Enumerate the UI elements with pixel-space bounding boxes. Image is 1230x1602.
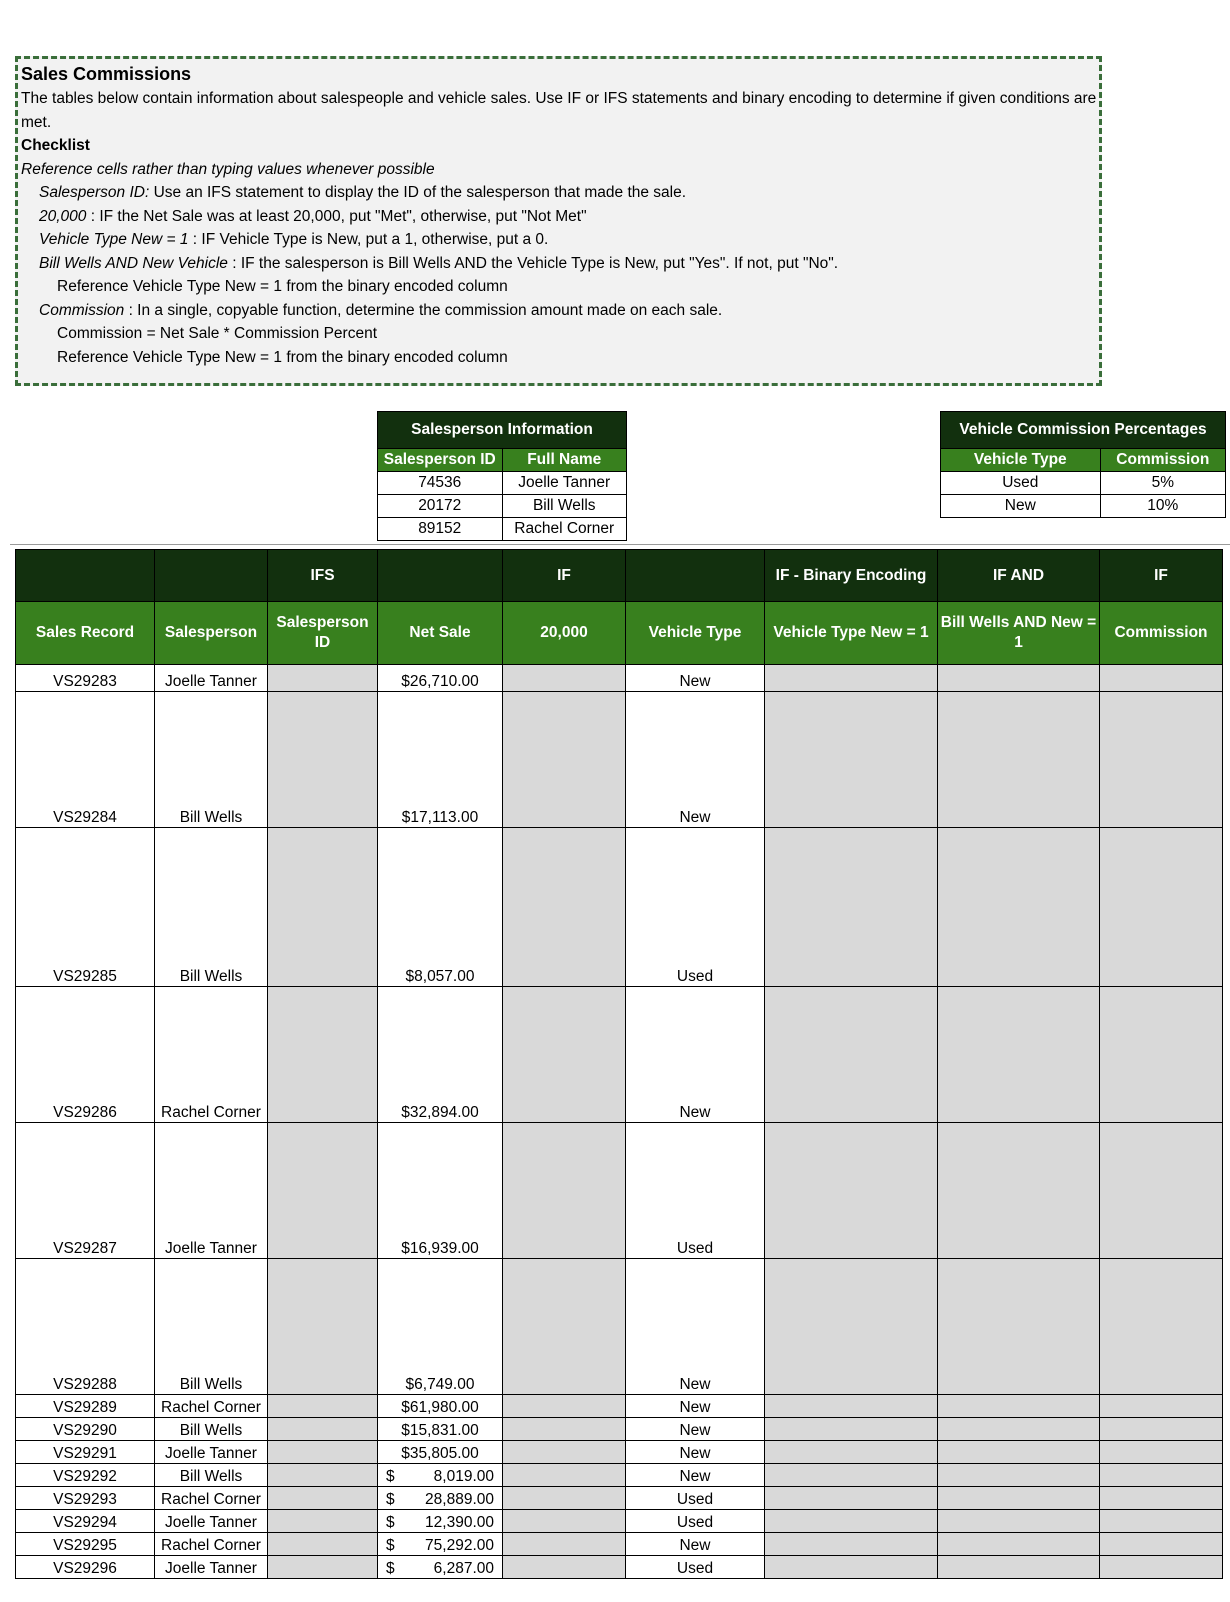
sales-record-cell[interactable]: VS29288 bbox=[16, 1259, 155, 1395]
net-sale-cell[interactable] bbox=[378, 1464, 503, 1487]
vehicle-type-header: Vehicle Type bbox=[941, 449, 1101, 472]
salesperson-id-input[interactable] bbox=[268, 1123, 378, 1259]
checklist-text: Use an IFS statement to display the ID of the salesperson that made the sale. bbox=[149, 184, 687, 201]
checklist-items bbox=[21, 181, 1099, 369]
vehicle-type-cell[interactable]: Used bbox=[626, 1510, 765, 1533]
net-sale-cell[interactable]: $26,710.00 bbox=[378, 665, 503, 692]
checklist-text: : In a single, copyable function, determine the commission amount made on each sale. bbox=[124, 301, 723, 319]
commission-input[interactable] bbox=[1100, 1556, 1223, 1579]
checklist-item bbox=[21, 205, 1099, 229]
threshold-20000-input[interactable] bbox=[503, 1123, 626, 1259]
sales-row bbox=[16, 692, 1223, 828]
salesperson-id-input[interactable] bbox=[268, 828, 378, 987]
full-name-header: Full Name bbox=[502, 449, 627, 472]
net-sale-cell[interactable]: $17,113.00 bbox=[378, 692, 503, 828]
salesperson-id-input[interactable] bbox=[268, 1441, 378, 1464]
group-header bbox=[155, 550, 268, 602]
currency-symbol: $ bbox=[386, 1491, 395, 1508]
vehicle-new-binary-input[interactable] bbox=[765, 828, 938, 987]
threshold-20000-input[interactable] bbox=[503, 987, 626, 1123]
checklist-term: Commission bbox=[39, 301, 125, 319]
salesperson-cell[interactable]: Rachel Corner bbox=[155, 1395, 268, 1418]
table-row bbox=[378, 495, 627, 518]
vehicle-type-cell[interactable]: Used bbox=[626, 828, 765, 987]
threshold-20000-input[interactable] bbox=[503, 1259, 626, 1395]
checklist-item bbox=[21, 181, 1099, 205]
net-sale-amount: 28,889.00 bbox=[425, 1491, 494, 1508]
salesperson-cell[interactable]: Bill Wells bbox=[155, 1464, 268, 1487]
sales-record-cell[interactable]: VS29290 bbox=[16, 1418, 155, 1441]
bill-wells-and-new-input[interactable] bbox=[938, 1418, 1100, 1441]
commission-input[interactable] bbox=[1100, 987, 1223, 1123]
checklist-item bbox=[21, 275, 1099, 299]
net-sale-cell[interactable]: $16,939.00 bbox=[378, 1123, 503, 1259]
checklist-text: Commission = Net Sale * Commission Percent bbox=[57, 325, 378, 342]
full-name-cell[interactable]: Joelle Tanner bbox=[502, 472, 627, 495]
sales-record-cell[interactable]: VS29296 bbox=[16, 1556, 155, 1579]
group-header bbox=[378, 550, 503, 602]
commission-input[interactable] bbox=[1100, 1464, 1223, 1487]
vehicle-type-cell[interactable]: Used bbox=[626, 1556, 765, 1579]
sales-table bbox=[15, 549, 1223, 1579]
sales-record-cell[interactable]: VS29283 bbox=[16, 665, 155, 692]
column-header[interactable]: Bill Wells AND New = 1 bbox=[938, 602, 1100, 665]
page-break-line bbox=[10, 544, 1230, 545]
table-row bbox=[941, 495, 1226, 518]
salesperson-id-input[interactable] bbox=[268, 1533, 378, 1556]
sales-record-cell[interactable]: VS29293 bbox=[16, 1487, 155, 1510]
bill-wells-and-new-input[interactable] bbox=[938, 1510, 1100, 1533]
currency-symbol: $ bbox=[386, 1514, 395, 1531]
net-sale-cell[interactable] bbox=[378, 1510, 503, 1533]
vehicle-new-binary-input[interactable] bbox=[765, 1418, 938, 1441]
salesperson-cell[interactable]: Rachel Corner bbox=[155, 1533, 268, 1556]
net-sale-cell[interactable]: $35,805.00 bbox=[378, 1441, 503, 1464]
bill-wells-and-new-input[interactable] bbox=[938, 1533, 1100, 1556]
salesperson-id-input[interactable] bbox=[268, 1464, 378, 1487]
commission-input[interactable] bbox=[1100, 1533, 1223, 1556]
vehicle-new-binary-input[interactable] bbox=[765, 665, 938, 692]
table-row bbox=[941, 472, 1226, 495]
checklist-term: Bill Wells AND New Vehicle bbox=[39, 254, 228, 272]
sales-row bbox=[16, 1259, 1223, 1395]
vehicle-type-cell[interactable]: New bbox=[626, 665, 765, 692]
threshold-20000-input[interactable] bbox=[503, 1510, 626, 1533]
commission-input[interactable] bbox=[1100, 665, 1223, 692]
bill-wells-and-new-input[interactable] bbox=[938, 1464, 1100, 1487]
vehicle-new-binary-input[interactable] bbox=[765, 692, 938, 828]
sales-row bbox=[16, 1510, 1223, 1533]
commission-input[interactable] bbox=[1100, 1395, 1223, 1418]
threshold-20000-input[interactable] bbox=[503, 1395, 626, 1418]
vehicle-type-cell[interactable]: Used bbox=[941, 472, 1101, 495]
vehicle-type-cell[interactable]: New bbox=[626, 1464, 765, 1487]
checklist-term: Vehicle Type New = 1 bbox=[39, 231, 189, 248]
sales-record-cell[interactable]: VS29292 bbox=[16, 1464, 155, 1487]
checklist-item bbox=[21, 299, 1099, 323]
salesperson-id-input[interactable] bbox=[268, 1556, 378, 1579]
sales-record-cell[interactable]: VS29284 bbox=[16, 692, 155, 828]
salesperson-info-table bbox=[377, 411, 627, 541]
group-header: IF - Binary Encoding bbox=[765, 550, 938, 602]
vehicle-type-cell[interactable]: New bbox=[626, 1418, 765, 1441]
column-header[interactable]: Vehicle Type bbox=[626, 602, 765, 665]
checklist-text: Reference Vehicle Type New = 1 from the binary encoded column bbox=[57, 278, 508, 295]
threshold-20000-input[interactable] bbox=[503, 1418, 626, 1441]
salesperson-cell[interactable]: Bill Wells bbox=[155, 1259, 268, 1395]
salesperson-cell[interactable]: Joelle Tanner bbox=[155, 665, 268, 692]
sales-row bbox=[16, 665, 1223, 692]
salesperson-cell[interactable]: Bill Wells bbox=[155, 1418, 268, 1441]
commission-input[interactable] bbox=[1100, 1418, 1223, 1441]
net-sale-cell[interactable]: $32,894.00 bbox=[378, 987, 503, 1123]
salesperson-cell[interactable]: Rachel Corner bbox=[155, 987, 268, 1123]
vehicle-new-binary-input[interactable] bbox=[765, 1123, 938, 1259]
sales-row bbox=[16, 1464, 1223, 1487]
sales-record-cell[interactable]: VS29291 bbox=[16, 1441, 155, 1464]
salesperson-id-input[interactable] bbox=[268, 987, 378, 1123]
bill-wells-and-new-input[interactable] bbox=[938, 1123, 1100, 1259]
sales-row bbox=[16, 1441, 1223, 1464]
salesperson-cell[interactable]: Bill Wells bbox=[155, 692, 268, 828]
group-header: IFS bbox=[268, 550, 378, 602]
sales-row bbox=[16, 987, 1223, 1123]
net-sale-cell[interactable] bbox=[378, 1556, 503, 1579]
column-header[interactable]: Commission bbox=[1100, 602, 1223, 665]
net-sale-amount: 6,287.00 bbox=[433, 1560, 494, 1577]
bill-wells-and-new-input[interactable] bbox=[938, 1395, 1100, 1418]
checklist-item bbox=[21, 322, 1099, 346]
full-name-cell[interactable]: Rachel Corner bbox=[502, 518, 627, 541]
threshold-20000-input[interactable] bbox=[503, 1441, 626, 1464]
checklist-text: : IF the Net Sale was at least 20,000, put "Met", otherwise, put "Not Met" bbox=[86, 207, 587, 225]
threshold-20000-input[interactable] bbox=[503, 665, 626, 692]
salesperson-id-cell[interactable]: 74536 bbox=[378, 472, 503, 495]
salesperson-cell[interactable]: Joelle Tanner bbox=[155, 1556, 268, 1579]
commission-input[interactable] bbox=[1100, 1123, 1223, 1259]
sales-row bbox=[16, 828, 1223, 987]
sales-row bbox=[16, 1418, 1223, 1441]
instructions-box bbox=[15, 56, 1102, 386]
net-sale-accounting bbox=[378, 1491, 502, 1509]
vehicle-new-binary-input[interactable] bbox=[765, 1556, 938, 1579]
salesperson-id-input[interactable] bbox=[268, 1510, 378, 1533]
commission-input[interactable] bbox=[1100, 1441, 1223, 1464]
vehicle-type-cell[interactable]: New bbox=[626, 987, 765, 1123]
salesperson-cell[interactable]: Joelle Tanner bbox=[155, 1123, 268, 1259]
vehicle-type-cell[interactable]: New bbox=[626, 1395, 765, 1418]
sales-record-cell[interactable]: VS29295 bbox=[16, 1533, 155, 1556]
full-name-cell[interactable]: Bill Wells bbox=[502, 495, 627, 518]
currency-symbol: $ bbox=[386, 1560, 395, 1577]
net-sale-amount: 8,019.00 bbox=[433, 1468, 494, 1485]
salesperson-cell[interactable]: Bill Wells bbox=[155, 828, 268, 987]
column-header[interactable]: 20,000 bbox=[503, 602, 626, 665]
sales-record-cell[interactable]: VS29287 bbox=[16, 1123, 155, 1259]
currency-symbol: $ bbox=[386, 1468, 395, 1485]
net-sale-accounting bbox=[378, 1468, 502, 1486]
checklist-text: Reference Vehicle Type New = 1 from the binary encoded column bbox=[57, 348, 508, 366]
sales-row bbox=[16, 1487, 1223, 1510]
column-header[interactable]: Salesperson ID bbox=[268, 602, 378, 665]
vehicle-new-binary-input[interactable] bbox=[765, 1395, 938, 1418]
vehicle-type-cell[interactable]: New bbox=[941, 495, 1101, 518]
checklist-text: : IF the salesperson is Bill Wells AND the Vehicle Type is New, put "Yes". If not, put "No". bbox=[227, 254, 839, 272]
vehicle-new-binary-input[interactable] bbox=[765, 1464, 938, 1487]
table-row bbox=[378, 472, 627, 495]
threshold-20000-input[interactable] bbox=[503, 1533, 626, 1556]
currency-symbol: $ bbox=[386, 1537, 395, 1554]
checklist-text: : IF Vehicle Type is New, put a 1, otherwise, put a 0. bbox=[188, 231, 549, 248]
vehicle-new-binary-input[interactable] bbox=[765, 987, 938, 1123]
bill-wells-and-new-input[interactable] bbox=[938, 828, 1100, 987]
sales-record-cell[interactable]: VS29294 bbox=[16, 1510, 155, 1533]
commission-input[interactable] bbox=[1100, 692, 1223, 828]
sales-record-cell[interactable]: VS29285 bbox=[16, 828, 155, 987]
sales-record-cell[interactable]: VS29289 bbox=[16, 1395, 155, 1418]
commission-percent-table bbox=[940, 411, 1226, 518]
salesperson-id-header: Salesperson ID bbox=[378, 449, 503, 472]
net-sale-amount: 12,390.00 bbox=[425, 1514, 494, 1531]
net-sale-accounting bbox=[378, 1560, 502, 1578]
threshold-20000-input[interactable] bbox=[503, 1556, 626, 1579]
vehicle-type-cell[interactable]: New bbox=[626, 1533, 765, 1556]
threshold-20000-input[interactable] bbox=[503, 828, 626, 987]
net-sale-cell[interactable]: $61,980.00 bbox=[378, 1395, 503, 1418]
checklist-item bbox=[21, 228, 1099, 252]
commission-input[interactable] bbox=[1100, 1510, 1223, 1533]
commission-input[interactable] bbox=[1100, 1259, 1223, 1395]
reference-note: Reference cells rather than typing values whenever possible bbox=[21, 160, 435, 178]
net-sale-cell[interactable] bbox=[378, 1487, 503, 1510]
salesperson-cell[interactable]: Joelle Tanner bbox=[155, 1441, 268, 1464]
threshold-20000-input[interactable] bbox=[503, 1464, 626, 1487]
commission-input[interactable] bbox=[1100, 828, 1223, 987]
commission-percent-title: Vehicle Commission Percentages bbox=[941, 412, 1226, 449]
salesperson-id-input[interactable] bbox=[268, 692, 378, 828]
salesperson-cell[interactable]: Rachel Corner bbox=[155, 1487, 268, 1510]
column-header[interactable]: Net Sale bbox=[378, 602, 503, 665]
column-header[interactable]: Sales Record bbox=[16, 602, 155, 665]
bill-wells-and-new-input[interactable] bbox=[938, 1487, 1100, 1510]
salesperson-id-input[interactable] bbox=[268, 1418, 378, 1441]
salesperson-id-input[interactable] bbox=[268, 1487, 378, 1510]
checklist-item bbox=[21, 252, 1099, 276]
sales-record-cell[interactable]: VS29286 bbox=[16, 987, 155, 1123]
salesperson-id-input[interactable] bbox=[268, 1259, 378, 1395]
threshold-20000-input[interactable] bbox=[503, 1487, 626, 1510]
salesperson-id-cell[interactable]: 20172 bbox=[378, 495, 503, 518]
group-header bbox=[626, 550, 765, 602]
salesperson-id-input[interactable] bbox=[268, 1395, 378, 1418]
checklist-item bbox=[21, 346, 1099, 370]
net-sale-cell[interactable]: $8,057.00 bbox=[378, 828, 503, 987]
commission-header: Commission bbox=[1100, 449, 1225, 472]
bill-wells-and-new-input[interactable] bbox=[938, 1556, 1100, 1579]
group-header: IF bbox=[503, 550, 626, 602]
checklist-term: Salesperson ID: bbox=[39, 184, 150, 201]
sheet-title: Sales Commissions bbox=[21, 64, 192, 84]
sales-row bbox=[16, 1395, 1223, 1418]
vehicle-new-binary-input[interactable] bbox=[765, 1510, 938, 1533]
net-sale-cell[interactable]: $6,749.00 bbox=[378, 1259, 503, 1395]
commission-input[interactable] bbox=[1100, 1487, 1223, 1510]
salesperson-info-title: Salesperson Information bbox=[378, 412, 627, 449]
net-sale-accounting bbox=[378, 1514, 502, 1532]
bill-wells-and-new-input[interactable] bbox=[938, 692, 1100, 828]
net-sale-amount: 75,292.00 bbox=[425, 1537, 494, 1554]
sales-row bbox=[16, 1123, 1223, 1259]
checklist-term: 20,000 bbox=[39, 207, 87, 225]
group-header bbox=[16, 550, 155, 602]
table-row bbox=[378, 518, 627, 541]
group-header: IF bbox=[1100, 550, 1223, 602]
net-sale-cell[interactable]: $15,831.00 bbox=[378, 1418, 503, 1441]
vehicle-type-cell[interactable]: New bbox=[626, 1259, 765, 1395]
commission-pct-cell[interactable]: 5% bbox=[1100, 472, 1225, 495]
bill-wells-and-new-input[interactable] bbox=[938, 1441, 1100, 1464]
column-header[interactable]: Vehicle Type New = 1 bbox=[765, 602, 938, 665]
vehicle-type-cell[interactable]: New bbox=[626, 1441, 765, 1464]
vehicle-type-cell[interactable]: New bbox=[626, 692, 765, 828]
salesperson-cell[interactable]: Joelle Tanner bbox=[155, 1510, 268, 1533]
instructions-intro: The tables below contain information about salespeople and vehicle sales. Use IF or IFS statements and binary encoding to determine if given conditions are met. bbox=[21, 90, 1097, 131]
sales-row bbox=[16, 1533, 1223, 1556]
bill-wells-and-new-input[interactable] bbox=[938, 987, 1100, 1123]
checklist-label: Checklist bbox=[21, 137, 90, 154]
sales-row bbox=[16, 1556, 1223, 1579]
vehicle-type-cell[interactable]: Used bbox=[626, 1123, 765, 1259]
column-header[interactable]: Salesperson bbox=[155, 602, 268, 665]
bill-wells-and-new-input[interactable] bbox=[938, 665, 1100, 692]
group-header: IF AND bbox=[938, 550, 1100, 602]
salesperson-id-input[interactable] bbox=[268, 665, 378, 692]
net-sale-accounting bbox=[378, 1537, 502, 1555]
commission-pct-cell[interactable]: 10% bbox=[1100, 495, 1225, 518]
vehicle-new-binary-input[interactable] bbox=[765, 1533, 938, 1556]
bill-wells-and-new-input[interactable] bbox=[938, 1259, 1100, 1395]
vehicle-new-binary-input[interactable] bbox=[765, 1487, 938, 1510]
threshold-20000-input[interactable] bbox=[503, 692, 626, 828]
vehicle-new-binary-input[interactable] bbox=[765, 1441, 938, 1464]
net-sale-cell[interactable] bbox=[378, 1533, 503, 1556]
vehicle-new-binary-input[interactable] bbox=[765, 1259, 938, 1395]
salesperson-id-cell[interactable]: 89152 bbox=[378, 518, 503, 541]
vehicle-type-cell[interactable]: Used bbox=[626, 1487, 765, 1510]
